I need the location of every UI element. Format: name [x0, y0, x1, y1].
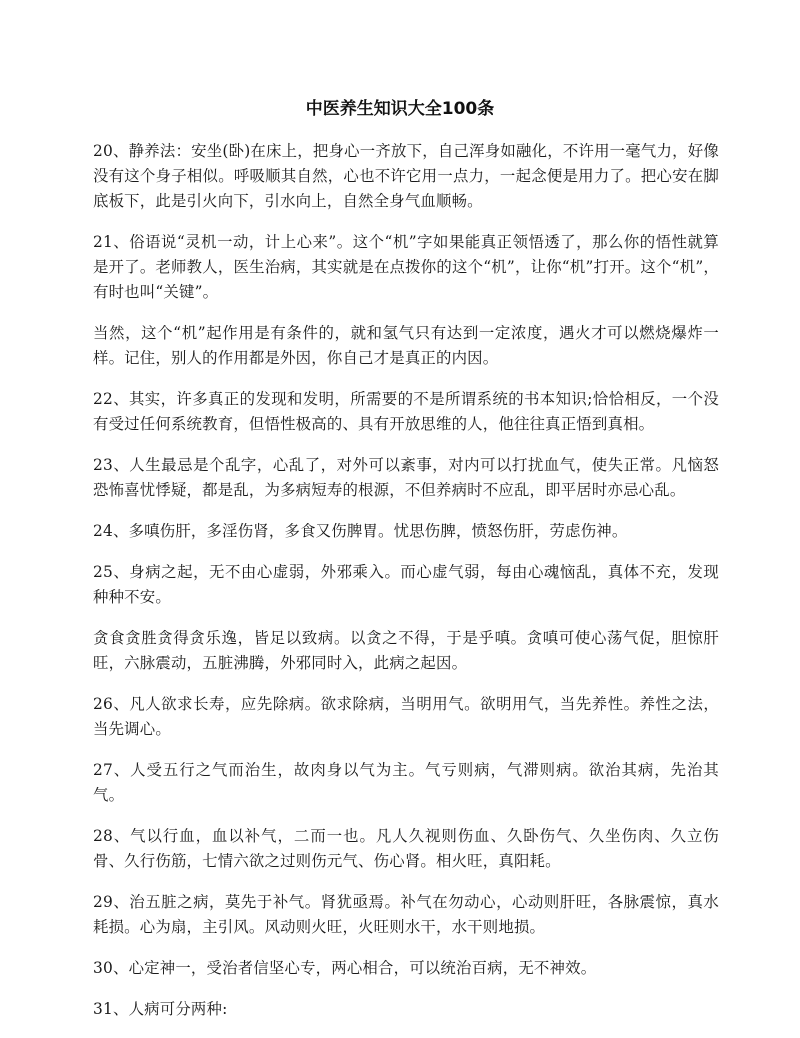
- paragraph-21-inspiration: 21、俗语说“灵机一动，计上心来”。这个“机”字如果能真正领悟透了，那么你的悟性就算是开了。老师教人，医生治病，其实就是在点拨你的这个“机”，让你“机”打开。这个“机”，有时也叫“关键”。: [93, 233, 719, 301]
- paragraph-21-continued: 当然，这个“机”起作用是有条件的，就和氢气只有达到一定浓度，遇火才可以燃烧爆炸一样。记住，别人的作用都是外因，你自己才是真正的内因。: [93, 324, 719, 367]
- paragraph-22-discovery: 22、其实，许多真正的发现和发明，所需要的不是所谓系统的书本知识;恰恰相反，一个没有受过任何系统教育，但悟性极高的、具有开放思维的人，他往往真正悟到真相。: [93, 390, 719, 433]
- document-body: [93, 139, 719, 1038]
- document-title: 中医养生知识大全100条: [305, 99, 495, 119]
- paragraph-29-five-organs: 29、治五脏之病，莫先于补气。肾犹亟焉。补气在勿动心，心动则肝旺，各脉震惊，真水耗损。心为扇，主引风。风动则火旺，火旺则水干，水干则地损。: [93, 893, 719, 936]
- paragraph-23-chaos: 23、人生最忌是个乱字，心乱了，对外可以紊事，对内可以打扰血气，使失正常。凡恼怒恐怖喜忧悸疑，都是乱，为多病短寿的根源，不但养病时不应乱，即平居时亦忌心乱。: [93, 456, 719, 499]
- paragraph-31-two-kinds: 31、人病可分两种:: [93, 1000, 228, 1018]
- paragraph-28-qi-blood: 28、气以行血，血以补气，二而一也。凡人久视则伤血、久卧伤气、久坐伤肉、久立伤骨、久行伤筋，七情六欲之过则伤元气、伤心肾。相火旺，真阳耗。: [93, 827, 719, 870]
- paragraph-24-organs: 24、多嗔伤肝，多淫伤肾，多食又伤脾胃。忧思伤脾，愤怒伤肝，劳虑伤神。: [93, 522, 628, 540]
- paragraph-20-quiet-cultivation: 20、静养法：安坐(卧)在床上，把身心一齐放下，自己浑身如融化，不许用一毫气力，好像没有这个身子相似。呼吸顺其自然，心也不许它用一点力，一起念便是用力了。把心安在脚底板下，此是引火向下，引水向上，自然全身气血顺畅。: [93, 142, 719, 210]
- paragraph-26-longevity: 26、凡人欲求长寿，应先除病。欲求除病，当明用气。欲明用气，当先养性。养性之法，当先调心。: [93, 695, 719, 738]
- paragraph-25-illness-origin: 25、身病之起，无不由心虚弱，外邪乘入。而心虚气弱，每由心魂恼乱，真体不充，发现种种不安。: [93, 563, 719, 606]
- paragraph-27-five-elements: 27、人受五行之气而治生，故肉身以气为主。气亏则病，气滞则病。欲治其病，先治其气。: [93, 761, 719, 804]
- paragraph-30-focus: 30、心定神一，受治者信坚心专，两心相合，可以统治百病，无不神效。: [93, 959, 597, 977]
- paragraph-25-continued: 贪食贪胜贪得贪乐逸，皆足以致病。以贪之不得，于是乎嗔。贪嗔可使心荡气促，胆惊肝旺，六脉震动，五脏沸腾，外邪同时入，此病之起因。: [93, 629, 719, 672]
